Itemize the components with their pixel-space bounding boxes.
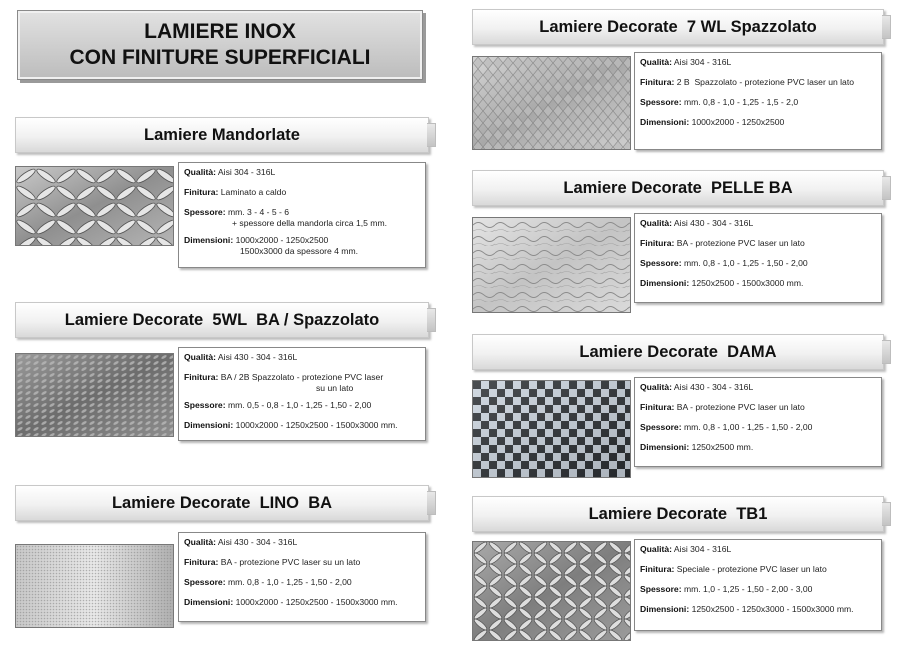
spec-dimensioni — [184, 597, 420, 608]
value-spessore: mm. 0,5 - 0,8 - 1,0 - 1,25 - 1,50 - 2,00 — [227, 400, 372, 410]
value-finitura: BA - protezione PVC laser un lato — [676, 402, 805, 412]
spec-finitura — [640, 238, 876, 249]
label-spessore: Spessore: — [640, 97, 682, 107]
label-spessore: Spessore: — [640, 422, 682, 432]
page-title-line2: CON FINITURE SUPERFICIALI — [69, 46, 371, 69]
section-title-text: Lamiere Decorate 7 WL Spazzolato — [539, 17, 817, 36]
spec-finitura — [184, 187, 420, 198]
label-dimensioni: Dimensioni: — [640, 442, 690, 452]
section-title-text: Lamiere Mandorlate — [144, 125, 300, 144]
value-finitura: BA / 2B Spazzolato - protezione PVC laser — [220, 372, 384, 382]
label-dimensioni: Dimensioni: — [184, 235, 234, 245]
spec-spessore — [640, 97, 876, 108]
label-finitura: Finitura: — [640, 77, 675, 87]
value-dimensioni: 1000x2000 - 1250x2500 - 1500x3000 mm. — [235, 420, 398, 430]
section-title-5wl — [15, 302, 429, 338]
value-dimensioni: 1250x2500 mm. — [691, 442, 754, 452]
value-qualita: Aisi 430 - 304 - 316L — [217, 352, 298, 362]
section-title-text: Lamiere Decorate TB1 — [588, 504, 768, 523]
label-dimensioni: Dimensioni: — [640, 604, 690, 614]
value-dimensioni: 1000x2000 - 1250x2500 — [691, 117, 785, 127]
spec-finitura — [640, 77, 876, 88]
value-finitura: Laminato a caldo — [220, 187, 287, 197]
label-spessore: Spessore: — [184, 400, 226, 410]
spec-qualita — [640, 544, 876, 555]
label-qualita: Qualità: — [184, 352, 216, 362]
spec-spessore — [184, 207, 420, 229]
value-dimensioni: 1000x2000 - 1250x2500 - 1500x3000 mm. — [235, 597, 398, 607]
spec-finitura — [184, 557, 420, 568]
value-finitura: BA - protezione PVC laser su un lato — [220, 557, 361, 567]
spec-finitura — [640, 402, 876, 413]
spec-box-pelle — [634, 213, 882, 303]
value-qualita: Aisi 430 - 304 - 316L — [673, 382, 754, 392]
spec-qualita — [640, 382, 876, 393]
spec-box-lino — [178, 532, 426, 622]
value-spessore: mm. 0,8 - 1,00 - 1,25 - 1,50 - 2,00 — [683, 422, 813, 432]
spec-finitura — [640, 564, 876, 575]
spec-dimensioni — [640, 117, 876, 128]
value-qualita: Aisi 430 - 304 - 316L — [217, 537, 298, 547]
label-dimensioni: Dimensioni: — [640, 117, 690, 127]
value-finitura: Speciale - protezione PVC laser un lato — [676, 564, 827, 574]
spec-spessore — [640, 258, 876, 269]
spec-dimensioni — [184, 420, 420, 431]
leather-pattern-plate-image — [472, 217, 631, 313]
value-dimensioni: 1250x2500 - 1500x3000 mm. — [691, 278, 804, 288]
label-spessore: Spessore: — [184, 577, 226, 587]
spec-qualita — [184, 537, 420, 548]
section-title-text: Lamiere Decorate DAMA — [579, 342, 777, 361]
spec-spessore — [640, 422, 876, 433]
section-title-7wl — [472, 9, 884, 45]
value-dimensioni: 1000x2000 - 1250x2500 — [235, 235, 329, 245]
value-dimensioni: 1250x2500 - 1250x3000 - 1500x3000 mm. — [691, 604, 854, 614]
7wl-pattern-plate-image — [472, 56, 631, 150]
label-qualita: Qualità: — [640, 57, 672, 67]
value-spessore: mm. 0,8 - 1,0 - 1,25 - 1,50 - 2,00 — [227, 577, 352, 587]
label-finitura: Finitura: — [184, 187, 219, 197]
spec-spessore — [184, 400, 420, 411]
label-qualita: Qualità: — [640, 218, 672, 228]
section-title-text: Lamiere Decorate 5WL BA / Spazzolato — [64, 310, 380, 329]
page-title-line1: LAMIERE INOX — [144, 20, 296, 43]
section-title-text: Lamiere Decorate LINO BA — [111, 493, 333, 512]
label-finitura: Finitura: — [640, 564, 675, 574]
spec-qualita — [184, 352, 420, 363]
spec-qualita — [640, 57, 876, 68]
label-finitura: Finitura: — [640, 238, 675, 248]
spec-dimensioni — [640, 278, 876, 289]
label-qualita: Qualità: — [184, 537, 216, 547]
value-spessore: mm. 0,8 - 1,0 - 1,25 - 1,5 - 2,0 — [683, 97, 799, 107]
value-finitura: 2 B Spazzolato - protezione PVC laser un lato — [676, 77, 854, 87]
section-title-mandorlate — [15, 117, 429, 153]
spec-spessore — [640, 584, 876, 595]
section-title-lino — [15, 485, 429, 521]
linen-pattern-plate-image — [15, 544, 174, 628]
value-spessore: mm. 3 - 4 - 5 - 6 — [227, 207, 290, 217]
label-qualita: Qualità: — [640, 544, 672, 554]
value-spessore-line2: + spessore della mandorla circa 1,5 mm. — [232, 218, 387, 228]
label-spessore: Spessore: — [640, 258, 682, 268]
section-title-dama — [472, 334, 884, 370]
value-qualita: Aisi 304 - 316L — [673, 544, 732, 554]
label-dimensioni: Dimensioni: — [640, 278, 690, 288]
section-title-tb1 — [472, 496, 884, 532]
value-qualita: Aisi 304 - 316L — [217, 167, 276, 177]
value-qualita: Aisi 430 - 304 - 316L — [673, 218, 754, 228]
spec-spessore — [184, 577, 420, 588]
label-finitura: Finitura: — [184, 372, 219, 382]
label-dimensioni: Dimensioni: — [184, 420, 234, 430]
label-qualita: Qualità: — [184, 167, 216, 177]
value-spessore: mm. 1,0 - 1,25 - 1,50 - 2,00 - 3,00 — [683, 584, 813, 594]
checkerboard-pattern-plate-image — [472, 380, 631, 478]
spec-box-tb1 — [634, 539, 882, 631]
spec-qualita — [184, 167, 420, 178]
spec-box-dama — [634, 377, 882, 467]
value-spessore: mm. 0,8 - 1,0 - 1,25 - 1,50 - 2,00 — [683, 258, 808, 268]
section-title-text: Lamiere Decorate PELLE BA — [563, 178, 793, 197]
label-spessore: Spessore: — [184, 207, 226, 217]
label-finitura: Finitura: — [184, 557, 219, 567]
spec-finitura — [184, 372, 420, 394]
value-qualita: Aisi 304 - 316L — [673, 57, 732, 67]
spec-dimensioni — [640, 442, 876, 453]
label-qualita: Qualità: — [640, 382, 672, 392]
spec-box-mandorlate — [178, 162, 426, 268]
tb1-pattern-plate-image — [472, 541, 631, 641]
value-dimensioni-line2: 1500x3000 da spessore 4 mm. — [240, 246, 358, 256]
label-spessore: Spessore: — [640, 584, 682, 594]
almond-pattern-plate-image — [15, 166, 174, 246]
spec-dimensioni — [184, 235, 420, 257]
value-finitura-line2: su un lato — [316, 383, 354, 393]
page-title — [17, 10, 423, 80]
spec-box-5wl — [178, 347, 426, 441]
section-title-pelle — [472, 170, 884, 206]
spec-qualita — [640, 218, 876, 229]
label-finitura: Finitura: — [640, 402, 675, 412]
5wl-pattern-plate-image — [15, 353, 174, 437]
label-dimensioni: Dimensioni: — [184, 597, 234, 607]
spec-dimensioni — [640, 604, 876, 615]
value-finitura: BA - protezione PVC laser un lato — [676, 238, 805, 248]
spec-box-7wl — [634, 52, 882, 150]
